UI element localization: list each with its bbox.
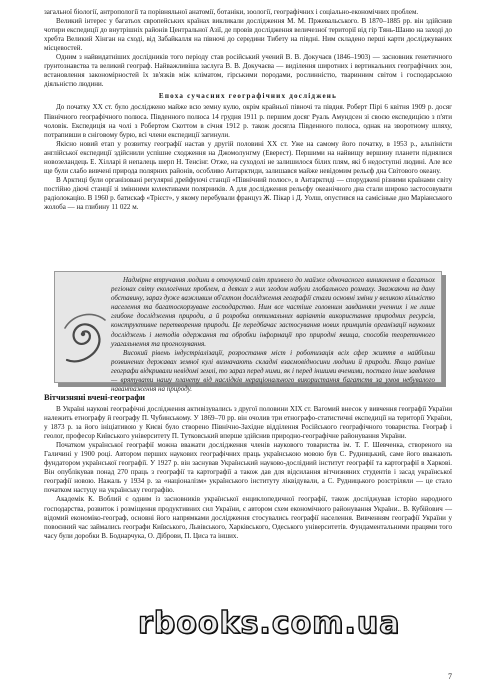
bottom-text-block xyxy=(44,390,452,541)
paragraph-polar-expeditions: До початку XX ст. було досліджено майже всю земну кулю, окрім крайньої півночі та півдня. Роберт Пірі 6 квітня 1909 р. досяг Північного географічного полюса. Південного полюса 14 грудня 1911 р. першим досяг Руаль Амундсен зі своєю експедицією з п'яти чоловік. Експедиція на чолі з Робертом Скоттом в січня 1912 р. також досягла Південного полюса, однак на зворотному шляху, потрапивши в сніговому бурю, всі члени експедиції загинули. xyxy=(44,103,452,139)
paragraph-continuation: загальної біології, антропології та порівняльної анатомії, ботаніки, зоології, географічних і соціально-економічних проблем. xyxy=(44,8,419,16)
heading-domestic-geographers: Вітчизняні вчені-географи xyxy=(44,393,145,402)
watermark-logo: rbooks.com.ua xyxy=(138,606,401,641)
highlight-box xyxy=(54,271,442,394)
highlight-box-text xyxy=(111,276,435,394)
decorative-spiral-icon xyxy=(59,308,111,368)
page-number: 7 xyxy=(448,672,452,681)
top-text-block xyxy=(44,8,452,212)
paragraph-przhevalsky: Великий інтерес у багатьох європейських країнах викликали дослідження М. М. Пржевальського. В 1870–1885 рр. він здійснив чотири експедиції до внутрішніх районів Центральної Азії, де провів дослідження величезної території від гір Тянь-Шаню на заході до хребта Великий Хінган на сході, від Забайкалля на півночі до середини Тибету на півдні. Ним складено перші карти досліджуваних місцевостей. xyxy=(44,17,452,53)
paragraph-chubynsky: В Україні наукові географічні дослідження активізувались з другої половини XIX ст. Вагомий внесок у вивчення географії України належить етнографу й географу П. Чубинському. У 1869–70 рр. він очолив три етнографо-статистичні експедиції на території України, у 1873 р. за його ініціативою у Києві було створено Північно-Західне відділення Російського географічного товариства. Географ і геолог, професор Київського університету П. Тутковський вперше здійснив природно-географічне районування України. xyxy=(44,405,452,441)
paragraph-rudnytsky: Початком української географії можна вважати дослідження членів наукового товариства ім. Т. Г. Шевченка, створеного на Галичині у 1900 році. Автором перших наукових географічних праць українською мовою був С. Рудницький, саме його вважають фундатором української географії. У 1927 р. він заснував Український науково-дослідний інститут географії та картографії в Харкові. Він опублікував понад 270 праць з географії та картографії а також дав для відсилання вітчизняних студентів і засад української географії новою. Нажаль у 1934 р. за «націоналізм» українського інституту ліквідували, а С. Рудницького розстріляли — це стало початком настуцу на українську географію. xyxy=(44,441,452,495)
section-title: Епоха сучасних географічних досліджень xyxy=(158,92,338,101)
paragraph-arctic-stations: В Арктиці були організовані регулярні дрейфуючі станції «Північний полюс», в Антарктиді — споруджені різними країнами світу постійно діючі станції зі змінними колективами полярників. А для дослідження рельєфу океанічного дна стали широко застосовувати радіолокацію. В 1960 р. батискаф «Трієст», у якому перебували француз Ж. Пікар і Д. Уолш, опустився на самісіньке дно Маріанського жолоба — на глибину 11 022 м. xyxy=(44,175,452,211)
paragraph-dokuchaev: Одним з найвидатніших дослідників того періоду став російський учений В. В. Докучаєв (1846–1903) — засновник генетичного ґрунтознавства та великий географ. Найважливіша заслуга В. В. Докучаєва — виділення широтних і вертикальних географічних зон, встановлення закономірностей їх зв'язків між кліматом, гірськими породами, рослинністю, тваринним світом і господарською діяльністю людини. xyxy=(44,53,452,89)
highlight-paragraph: Високий рівень індустріалізації, розростання міст і роботизація всіх сфер життя в найбільш розвинених державах земної кулі визначають складні взаємовідносини людини й природи. Якщо раніше географи відкривали невідомі землі, то зараз перед ними, як і перед іншими вченими, постало інше завдання — врятувати нашу планету від наслідків нераціонального використання багатств за умов небувалого навантаження на природу. xyxy=(111,348,435,394)
highlight-paragraph: Надмірне втручання людини в оточуючий світ призвело до майже одночасного виникнення в багатьох регіонах світу екологічних проблем, а деяких з них згодом набули глобального розмаху. Зважаючи на дану обставину, зараз дуже важливим об'єктом дослідження географії стали основні зміни у великою кількістю населення та багатоскорзуване господарство. Ним все частіше головним завданням ученних і не лише глибоке дослідження природи, а й розробка оптимальних варіантів використання природних ресурсів, конструктивне перетворення природи. Це передбачає застосування нових принципів організації наукових досліджень і методів одержання та обробки інформації про природні явища, способів теоретичного узагальнення та прогнозування. xyxy=(111,276,435,348)
paragraph-everest: Якісно новий етап у розвитку географії настав у другій половині XX ст. Уже на самому його початку, в 1953 р., альпіністи англійської експедиції здійснили успішне сходження на Джомолунгму (Еверест). Першими на найвищу вершину планети піднялися новозеландець Е. Хілларі й непалець шерп Н. Тенсінг. Отже, на суходолі не залишилося білих плям, які б недоступні людині. Але все ще були слабо вивчені природа полярних районів, особливо Антарктиди, залишався майже невідомим рельєф дна Світового океану. xyxy=(44,139,452,175)
paragraph-voblyi: Академік К. Воблий є одним із засновників української енциклопедичної географії, також досліджував історію народного господарства, розвиток і розміщення продуктивних сил України, є автором схем економічного районування України.. В. Кубійович — відомий економіко-географ, основні його напрямками дослідження стосувались географії населення. Вивченням географії України у повоєнний час займались географи Київського, Львівського, Харківського, Одеського університетів. Фундаментальними працями того часу були доробки В. Боднарчука, О. Діброви, П. Циса та інших. xyxy=(44,495,452,540)
